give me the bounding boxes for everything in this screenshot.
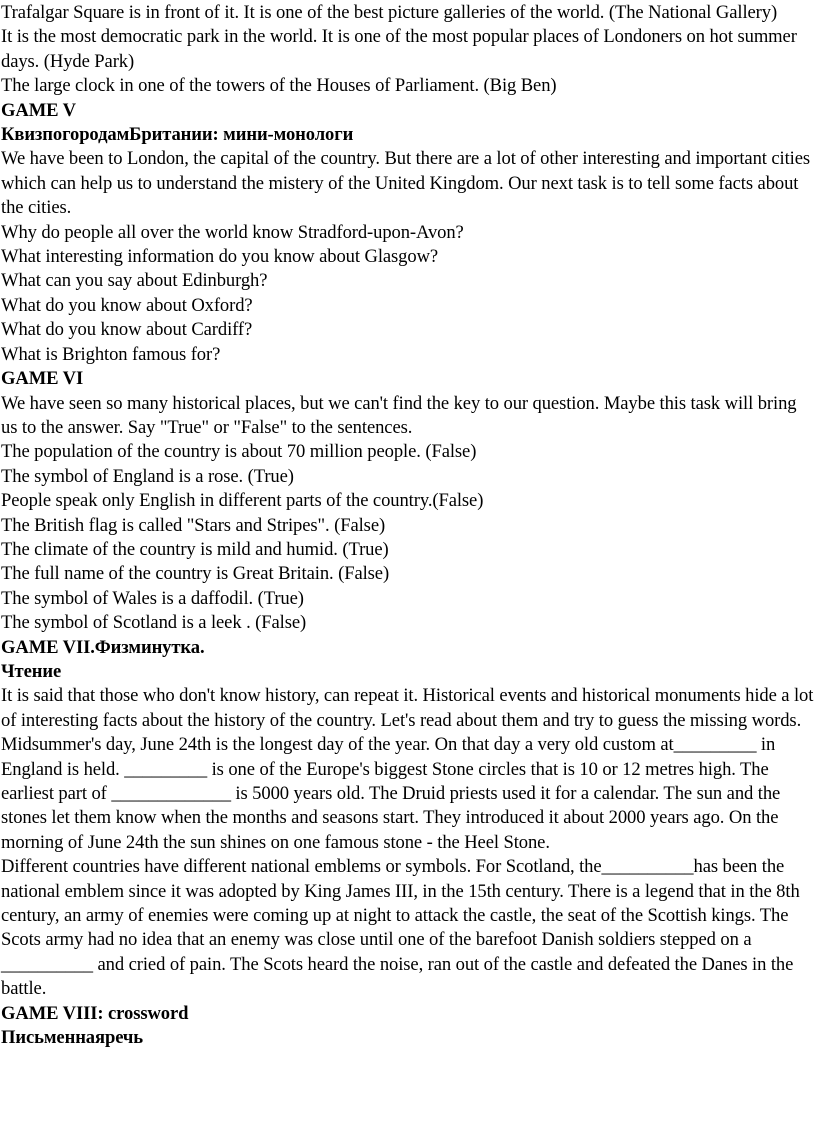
question-glasgow: What interesting information do you know about Glasgow?	[1, 246, 439, 268]
question-edinburgh: What can you say about Edinburgh?	[1, 270, 268, 292]
question-stratford: Why do people all over the world know Stradford-upon-Avon?	[1, 221, 464, 243]
statement-population: The population of the country is about 70 million people. (False)	[1, 441, 477, 463]
heading-game-v: GAME V	[1, 99, 76, 121]
paragraph-scotland-emblem: Different countries have different national emblems or symbols. For Scotland, the__________has been the national emblem since it was adopted by King James III, in the 15th century. There is a legend that in the 8th century, an army of enemies were coming up at night to attack the castle, the seat of the Scottish kings. The Scots army had no idea that an enemy was close until one of the barefoot Danish soldiers stepped on a __________ and cried of pain. The Scots heard the noise, ran out of the castle and defeated the Danes in the battle.	[1, 856, 800, 1000]
paragraph-midsummer: Midsummer's day, June 24th is the longest day of the year. On that day a very old custom at_________ in England is held. _________ is one of the Europe's biggest Stone circles that is 10 or 12 metres high. The earliest part of _____________ is 5000 years old. The Druid priests used it for a calendar. The sun and the stones let them know when the months and seasons start. They introduced it about 2000 years ago. On the morning of June 24th the sun shines on one famous stone - the Heel Stone.	[1, 734, 781, 853]
paragraph-big-ben: The large clock in one of the towers of the Houses of Parliament. (Big Ben)	[1, 75, 557, 97]
statement-wales-symbol: The symbol of Wales is a daffodil. (True)	[1, 587, 304, 609]
heading-writing: Письменнаяречь	[1, 1027, 144, 1049]
heading-reading: Чтение	[1, 660, 62, 682]
heading-game-vii: GAME VII.Физминутка.	[1, 636, 205, 658]
statement-languages: People speak only English in different parts of the country.(False)	[1, 490, 484, 512]
statement-full-name: The full name of the country is Great Britain. (False)	[1, 563, 390, 585]
paragraph-cities-intro: We have been to London, the capital of the country. But there are a lot of other interesting and important cities which can help us to understand the mistery of the United Kingdom. Our next task is to tell some facts about the cities.	[1, 148, 811, 219]
statement-climate: The climate of the country is mild and humid. (True)	[1, 538, 389, 560]
question-cardiff: What do you know about Cardiff?	[1, 319, 253, 341]
paragraph-hyde-park: It is the most democratic park in the world. It is one of the most popular places of Londoners on hot summer days. (Hyde Park)	[1, 26, 797, 72]
question-brighton: What is Brighton famous for?	[1, 343, 221, 365]
paragraph-true-false-intro: We have seen so many historical places, but we can't find the key to our question. Maybe this task will bring us to the answer. Say "True" or "False" to the sentences.	[1, 392, 797, 438]
heading-game-vi: GAME VI	[1, 368, 84, 390]
heading-game-viii: GAME VIII: crossword	[1, 1002, 189, 1024]
statement-british-flag: The British flag is called "Stars and Stripes". (False)	[1, 514, 386, 536]
question-oxford: What do you know about Oxford?	[1, 294, 253, 316]
paragraph-history-intro: It is said that those who don't know history, can repeat it. Historical events and historical monuments hide a lot of interesting facts about the history of the country. Let's read about them and try to guess the missing words.	[1, 685, 814, 731]
statement-scotland-symbol: The symbol of Scotland is a leek . (False)	[1, 612, 307, 634]
statement-england-symbol: The symbol of England is a rose. (True)	[1, 465, 294, 487]
heading-city-quiz: КвизпогородамБритании: мини-монологи	[1, 124, 354, 146]
paragraph-national-gallery: Trafalgar Square is in front of it. It is one of the best picture galleries of the world. (The National Gallery)	[1, 2, 778, 23]
